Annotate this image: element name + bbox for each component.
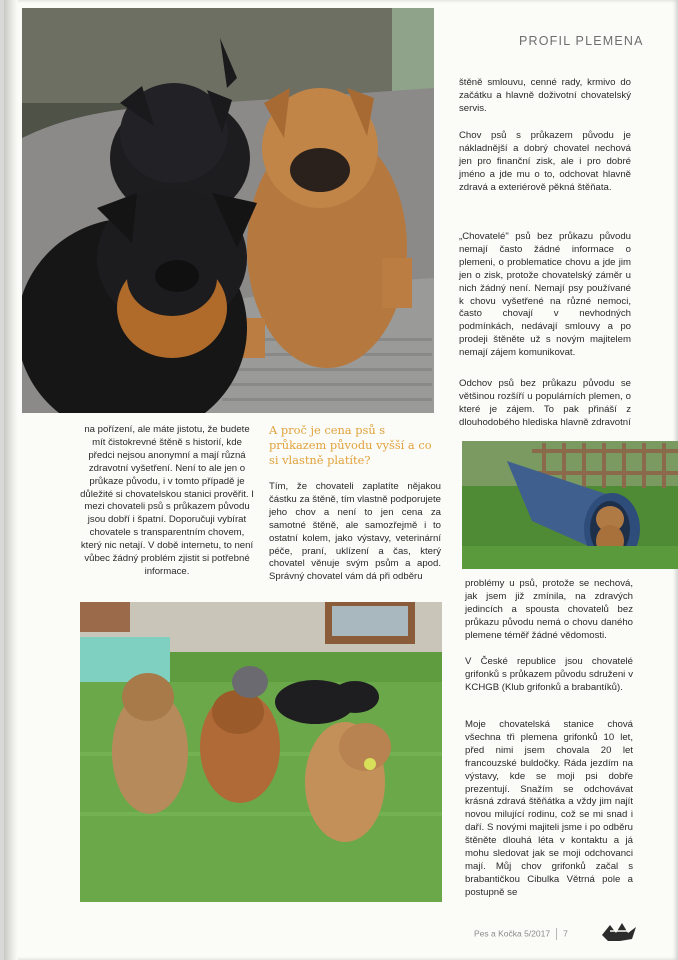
- right-column-paragraph-1: štěně smlouvu, cenné rady, krmivo do začátku a hlavně doživotní chovatelský servis.: [459, 77, 631, 114]
- page-spine-shadow: [4, 0, 18, 960]
- footer-divider: [556, 928, 557, 940]
- right-column-paragraph-6: V České republice jsou chovatelé grifonků s průkazem původu sdruženi v KCHGB (Klub grifonků a brabantíků).: [465, 656, 633, 693]
- page-number: 7: [563, 928, 568, 939]
- right-column-paragraph-5: problémy u psů, protože se nechová, jak jsem již zmínila, na zdravých jedincích a spousta chovatelů bez průkazu původu nemá o chovu daného plemene téměř žádné vědomosti.: [465, 578, 633, 641]
- puppies-on-blanket-photo: [22, 8, 434, 413]
- right-column-paragraph-4: Odchov psů bez průkazu původu se většinou rozšíří u populárních plemen, o které je zájem. To pak přináší z dlouhodobého hlediska hlavně zdravotní: [459, 378, 631, 428]
- dog-in-tunnel-photo: [462, 441, 678, 569]
- middle-column-paragraph: Tím, že chovateli zaplatíte nějakou částku za štěně, tím vlastně podporujete jeho chov a není to jen cena za samotné štěně, ale samozřejmě i to ostatní kolem, jako výstavy, veterinární péče, praní, uklízení a čas, který chovatel věnuje svým psům a apod. Správný chovatel vám dá při odběru: [269, 481, 441, 583]
- section-title: PROFIL PLEMENA: [519, 34, 644, 48]
- magazine-logo-icon: [600, 919, 640, 945]
- right-column-paragraph-3: „Chovatelé" psů bez průkazu původu nemají často žádné informace o plemeni, o problematice chovu a jde jim jen o zisk, protože chovatelský záměr u nich žádný není. Nemají psy používané k chovu vyšetřené na různé nemoci, často chovají v nevhodných podmínkách, nedávají smlouvy a po prodeji štěněte už s novým majitelem nemají zájem komunikovat.: [459, 231, 631, 359]
- magazine-issue: Pes a Kočka 5/2017: [474, 928, 551, 939]
- right-column-paragraph-2: Chov psů s průkazem původu je nákladnější a dobrý chovatel nechová jen pro finanční zisk, ale i pro dobré jméno a jde mu o to, odchovat hlavně zdravá a exteriérově pěkná štěňata.: [459, 130, 631, 193]
- section-heading: A proč je cena psů s průkazem původu vyšší a co si vlastně platíte?: [269, 423, 432, 467]
- left-column-paragraph: na pořízení, ale máte jistotu, že budete mít čistokrevné štěně s historií, kde předci nejsou anonymní a mají různá zdravotní vyšetření. Není to ale jen o průkaze původu, i v tomto případě je důležité si chovatelskou stanici prověřit. I mezi chovateli psů s průkazem původu jsou dobří i špatní. Doporučuji vybírat chovatele s transparentním chovem, který nic netají. V době internetu, to není vůbec žádný problém zjistit si potřebné informace.: [80, 424, 254, 577]
- right-column-paragraph-7: Moje chovatelská stanice chová všechna tři plemena grifonků 10 let, před nimi jsem chovala 20 let francouzské buldočky. Ráda jezdím na výstavy, kde se moji psi dobře prezentují. Snažím se odchovávat krásná zdravá štěňátka a vždy jim najít novou milující rodinu, což se mi snad i daří. S novými majiteli jsme i po odběru štěněte dlouhá léta v kontaktu a já mohu sledovat jak se moji odchovanci mají. Můj chov grifonků začal s brabantičkou Cibulka Větrná pole a postupně se: [465, 719, 633, 898]
- page-footer: [474, 928, 568, 940]
- magazine-page: [4, 0, 678, 960]
- dogs-running-on-lawn-photo: [80, 602, 442, 902]
